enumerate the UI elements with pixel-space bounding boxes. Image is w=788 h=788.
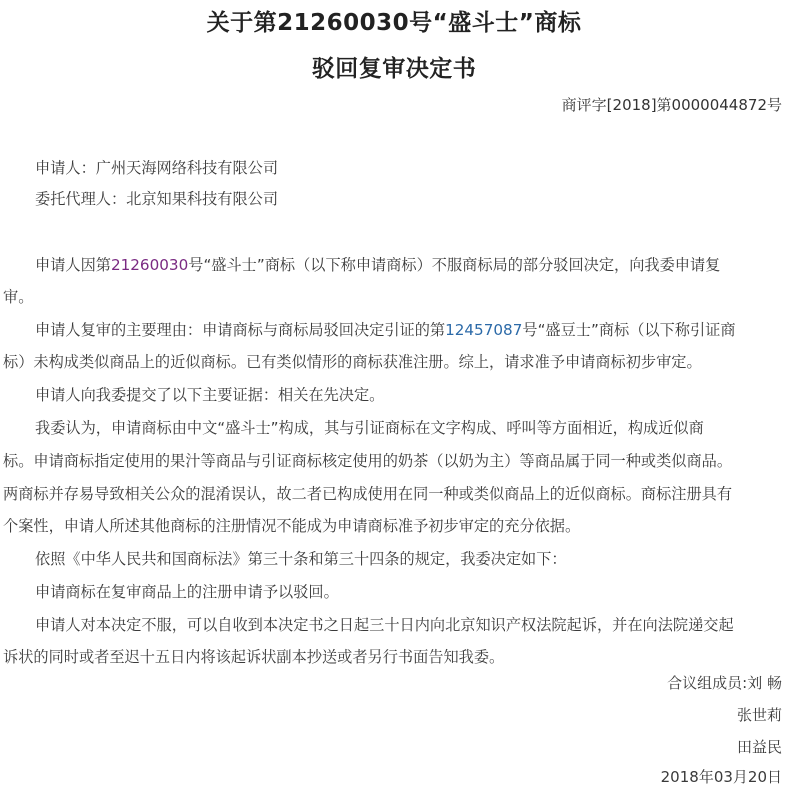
paragraph-6: 申请商标在复审商品上的注册申请予以驳回。 xyxy=(35,583,339,601)
applicant: 申请人：广州天海网络科技有限公司 xyxy=(35,159,278,177)
document-title: 关于第21260030号“盛斗士”商标 xyxy=(206,10,582,36)
agent: 委托代理人：北京知果科技有限公司 xyxy=(35,190,278,208)
paragraph-4-line-3: 两商标并存易导致相关公众的混淆误认，故二者已构成使用在同一种或类似商品上的近似商标。商标注册具有 xyxy=(3,485,732,503)
paragraph-5: 依照《中华人民共和国商标法》第三十条和第三十四条的规定，我委决定如下： xyxy=(35,550,567,568)
text: 号“盛斗士”商标（以下称申请商标）不服商标局的部分驳回决定，向我委申请复 xyxy=(188,256,721,274)
trademark-link-12457087[interactable]: 12457087 xyxy=(445,321,523,339)
paragraph-2-line-1 xyxy=(35,320,736,340)
reference-number: 商评字[2018]第0000044872号 xyxy=(561,96,782,114)
panel-member-2: 张世莉 xyxy=(736,706,782,724)
paragraph-1-line-2: 审。 xyxy=(3,288,34,306)
panel-members: 合议组成员:刘 畅 xyxy=(667,674,782,692)
paragraph-3: 申请人向我委提交了以下主要证据：相关在先决定。 xyxy=(35,386,385,404)
paragraph-7-line-2: 诉状的同时或者至迟十五日内将该起诉状副本抄送或者另行书面告知我委。 xyxy=(3,648,505,666)
paragraph-4-line-2: 标。申请商标指定使用的果汁等商品与引证商标核定使用的奶茶（以奶为主）等商品属于同一种或类似商品。 xyxy=(3,452,732,470)
paragraph-7-line-1: 申请人对本决定不服，可以自收到本决定书之日起三十日内向北京知识产权法院起诉，并在向法院递交起 xyxy=(35,616,734,634)
document-subtitle: 驳回复审决定书 xyxy=(311,56,477,82)
text: 申请人因第 xyxy=(35,256,111,274)
decision-date: 2018年03月20日 xyxy=(660,768,782,786)
text: 号“盛豆士”商标（以下称引证商 xyxy=(522,321,736,339)
paragraph-4-line-4: 个案性，申请人所述其他商标的注册情况不能成为申请商标准予初步审定的充分依据。 xyxy=(3,517,581,535)
paragraph-2-line-2: 标）未构成类似商品上的近似商标。已有类似情形的商标获准注册。综上，请求准予申请商标初步审定。 xyxy=(3,353,702,371)
trademark-link-21260030[interactable]: 21260030 xyxy=(110,256,189,274)
paragraph-1-line-1 xyxy=(35,255,720,275)
paragraph-4-line-1: 我委认为，申请商标由中文“盛斗士”构成，其与引证商标在文字构成、呼叫等方面相近，构成近似商 xyxy=(35,419,704,437)
text: 申请人复审的主要理由：申请商标与商标局驳回决定引证的第 xyxy=(35,321,446,339)
panel-member-3: 田益民 xyxy=(736,738,782,756)
